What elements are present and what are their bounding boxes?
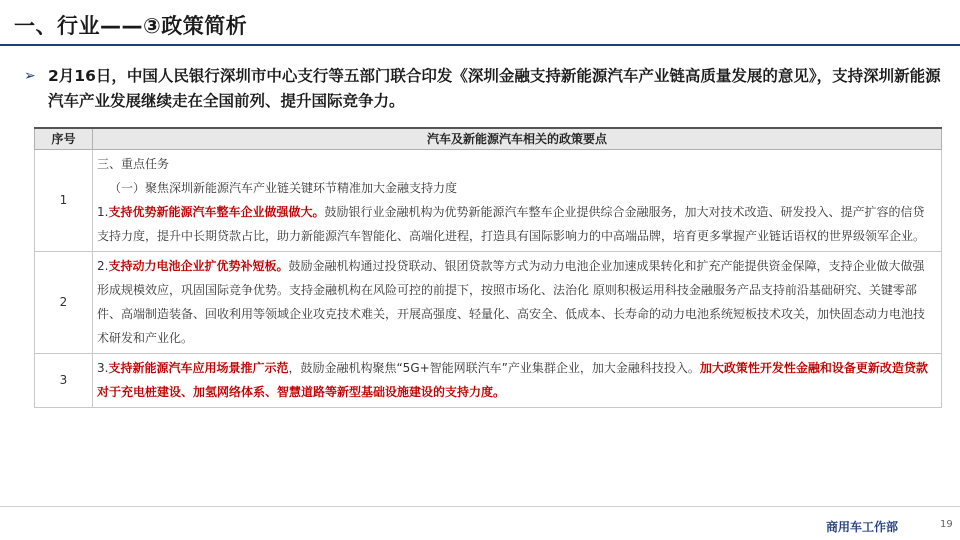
policy-detail: ，鼓励金融机构聚焦“5G+智能网联汽车”产业集群企业，加大金融科技投入。 <box>288 360 700 375</box>
policy-highlight: 支持动力电池企业扩优势补短板。 <box>108 258 289 273</box>
footer-department: 商用车工作部 <box>826 520 899 534</box>
lead-text: 2月16日，中国人民银行深圳市中心支行等五部门联合印发《深圳金融支持新能源汽车产业链高质量发展的意见》，支持深圳新能源汽车产业发展继续走在全国前列、提升国际竞争力。 <box>48 67 941 110</box>
subsection-heading: （一）聚焦深圳新能源汽车产业链关键环节精准加大金融支持力度 <box>109 180 458 195</box>
policy-text <box>97 200 935 248</box>
policy-detail: 鼓励银行业金融机构为优势新能源汽车整车企业提供综合金融服务，加大对技术改造、研发投入、提产扩容的信贷支持力度，提升中长期贷款占比，助力新能源汽车智能化、高端化进程，打造具有国际影响力的中高端品牌，培育更多掌握产业链话语权的世界级领军企业。 <box>97 204 926 243</box>
header-policy: 汽车及新能源汽车相关的政策要点 <box>93 128 942 149</box>
policy-cell <box>93 353 942 407</box>
policy-highlight-secondary: 加大政策性开发性金融和设备更新改造贷款对于充电桩建设、加氢网络体系、智慧道路等新型基础设施建设的支持力度。 <box>97 360 928 399</box>
arrow-bullet-icon: ➢ <box>24 68 36 84</box>
policy-text <box>97 254 935 350</box>
policy-highlight: 支持优势新能源汽车整车企业做强做大。 <box>108 204 325 219</box>
page-number: 19 <box>940 519 953 530</box>
policy-table <box>34 127 942 408</box>
policy-cell <box>93 149 942 251</box>
policy-highlight: 支持新能源汽车应用场景推广示范 <box>108 360 289 375</box>
lead-paragraph <box>24 64 944 114</box>
title-divider <box>0 44 960 46</box>
section-heading: 三、重点任务 <box>97 156 170 171</box>
row-number: 2 <box>35 251 93 353</box>
table-row <box>35 353 942 407</box>
item-prefix: 3. <box>97 360 109 375</box>
item-prefix: 2. <box>97 258 109 273</box>
policy-detail: 鼓励金融机构通过投贷联动、银团贷款等方式为动力电池企业加速成果转化和扩充产能提供资金保障，支持企业做大做强形成规模效应，巩固国际竞争优势。支持金融机构在风险可控的前提下，按照市场化、法治化 原则积极运用科技金融服务产品支持前沿基础研究、关键零部件、高端制造装备、回收利用等领域企业攻克技术难关，开展高强度、轻量化、高安全、低成本、长寿命的动力电池系统短板技术攻关，加快固态动力电池技术研发和产业化。 <box>97 258 926 345</box>
table-row <box>35 149 942 251</box>
table-row <box>35 251 942 353</box>
row-number: 1 <box>35 149 93 251</box>
footer-divider <box>0 506 960 507</box>
policy-cell <box>93 251 942 353</box>
header-index: 序号 <box>35 128 93 149</box>
slide-title: 一、行业——③政策简析 <box>14 14 248 38</box>
item-prefix: 1. <box>97 204 109 219</box>
row-number: 3 <box>35 353 93 407</box>
policy-text <box>97 356 935 404</box>
table-header-row <box>35 128 942 149</box>
